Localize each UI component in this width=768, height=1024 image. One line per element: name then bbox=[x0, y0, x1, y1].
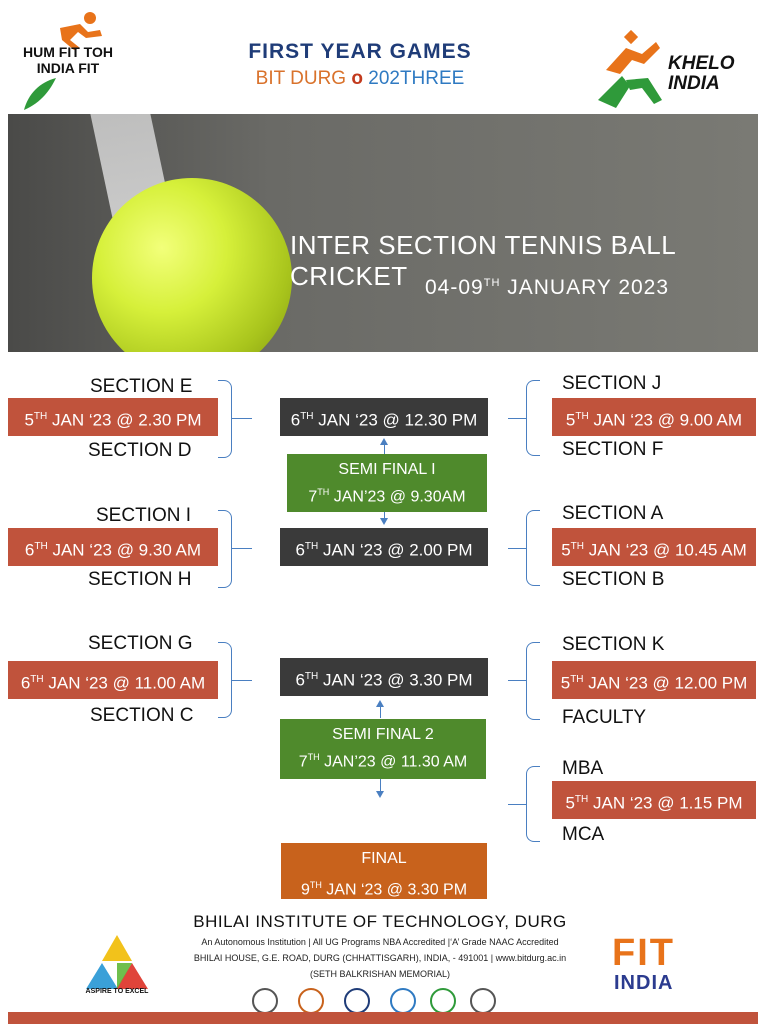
nirf-badge-icon bbox=[344, 988, 370, 1014]
bracket-line bbox=[526, 380, 540, 456]
fit-india-logo: FIT bbox=[612, 932, 675, 974]
bracket-line bbox=[526, 642, 540, 720]
match-time-box: 5TH JAN ‘23 @ 9.00 AM bbox=[552, 398, 756, 436]
team-section-g: SECTION G bbox=[88, 633, 193, 654]
bracket-line bbox=[526, 766, 540, 842]
event-date: 04-09TH JANUARY 2023 bbox=[425, 276, 670, 299]
team-section-f: SECTION F bbox=[562, 439, 664, 460]
khelo-india-text: KHELO INDIA bbox=[668, 53, 735, 94]
match-time-box: 5TH JAN ‘23 @ 1.15 PM bbox=[552, 781, 756, 819]
match-time-box: 5TH JAN ‘23 @ 10.45 AM bbox=[552, 528, 756, 566]
footer-bar bbox=[8, 1012, 758, 1024]
quarter-final-box: 6TH JAN ‘23 @ 12.30 PM bbox=[280, 398, 488, 436]
team-mba: MBA bbox=[562, 758, 604, 779]
match-time-box: 5TH JAN ‘23 @ 2.30 PM bbox=[8, 398, 218, 436]
team-mca: MCA bbox=[562, 824, 605, 845]
match-time-box: 6TH JAN ‘23 @ 9.30 AM bbox=[8, 528, 218, 566]
leaf-logo-icon bbox=[20, 76, 60, 110]
bracket-connector bbox=[232, 548, 252, 549]
games-subtitle: BIT DURG o 202THREE bbox=[255, 68, 465, 89]
aspire-tagline: ASPIRE TO EXCEL bbox=[85, 988, 149, 995]
event-title: INTER SECTION TENNIS BALL CRICKET bbox=[290, 230, 676, 291]
team-section-j: SECTION J bbox=[562, 373, 662, 394]
bracket-line bbox=[218, 642, 232, 718]
team-section-d: SECTION D bbox=[88, 440, 192, 461]
games-title: FIRST YEAR GAMES bbox=[248, 40, 472, 63]
match-time-box: 6TH JAN ‘23 @ 11.00 AM bbox=[8, 661, 218, 699]
bracket-line bbox=[218, 380, 232, 458]
team-section-e: SECTION E bbox=[90, 376, 193, 397]
quarter-final-box: 6TH JAN ‘23 @ 3.30 PM bbox=[280, 658, 488, 696]
quarter-final-box: 6TH JAN ‘23 @ 2.00 PM bbox=[280, 528, 488, 566]
team-section-b: SECTION B bbox=[562, 569, 665, 590]
iso-badge-icon bbox=[390, 988, 416, 1014]
institute-memorial: (SETH BALKRISHAN MEMORIAL) bbox=[309, 969, 451, 979]
fit-india-text: INDIA bbox=[614, 972, 674, 994]
match-time-box: 5TH JAN ‘23 @ 12.00 PM bbox=[552, 661, 756, 699]
final-box: FINAL 9TH JAN ‘23 @ 3.30 PM bbox=[281, 843, 487, 899]
institute-accreditation: An Autonomous Institution | All UG Programs NBA Accredited |‘A’ Grade NAAC Accredited bbox=[201, 937, 559, 947]
institute-address: BHILAI HOUSE, G.E. ROAD, DURG (CHHATTISGARH), INDIA, - 491001 | www.bitdurg.ac.in bbox=[193, 953, 567, 963]
bracket-line bbox=[218, 510, 232, 588]
team-section-i: SECTION I bbox=[96, 505, 192, 526]
seal-badge-icon bbox=[470, 988, 496, 1014]
nba-badge-icon bbox=[252, 988, 278, 1014]
team-faculty: FACULTY bbox=[562, 707, 647, 728]
bracket-connector bbox=[508, 804, 526, 805]
iso-env-badge-icon bbox=[430, 988, 456, 1014]
connector-line bbox=[384, 444, 385, 454]
hero-banner bbox=[8, 114, 758, 352]
team-section-k: SECTION K bbox=[562, 634, 665, 655]
arrow-down-icon bbox=[380, 518, 388, 525]
semi-final-2-box: SEMI FINAL 2 7TH JAN’23 @ 11.30 AM bbox=[280, 719, 486, 779]
semi-final-1-box: SEMI FINAL I 7TH JAN’23 @ 9.30AM bbox=[287, 454, 487, 512]
bracket-connector bbox=[508, 418, 526, 419]
naac-badge-icon bbox=[298, 988, 324, 1014]
bracket-line bbox=[526, 510, 540, 586]
bracket-connector bbox=[232, 680, 252, 681]
connector-line bbox=[380, 706, 381, 718]
connector-line bbox=[380, 779, 381, 791]
hum-fit-logo-text: HUM FIT TOH INDIA FIT bbox=[23, 44, 113, 76]
team-section-c: SECTION C bbox=[90, 705, 194, 726]
bracket-connector bbox=[508, 680, 526, 681]
arrow-down-icon bbox=[376, 791, 384, 798]
bracket-connector bbox=[508, 548, 526, 549]
khelo-india-runner-icon bbox=[596, 30, 666, 110]
team-section-a: SECTION A bbox=[562, 503, 664, 524]
bracket-connector bbox=[232, 418, 252, 419]
team-section-h: SECTION H bbox=[88, 569, 192, 590]
institute-name: BHILAI INSTITUTE OF TECHNOLOGY, DURG bbox=[193, 912, 567, 931]
